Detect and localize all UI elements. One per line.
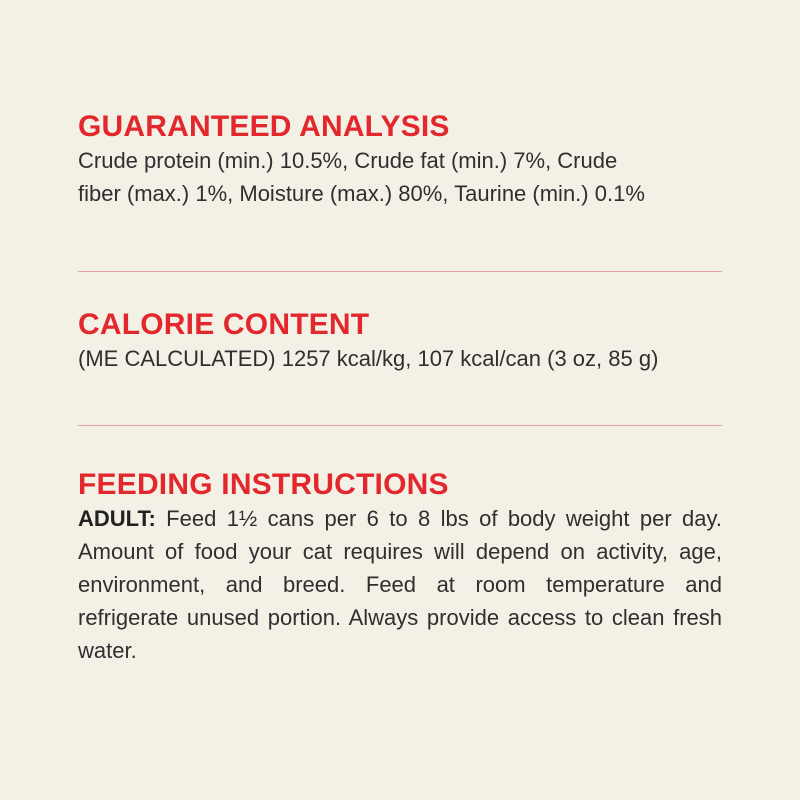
- calorie-content-text: (ME CALCULATED) 1257 kcal/kg, 107 kcal/can (3 oz, 85 g): [78, 346, 659, 371]
- feeding-instructions-body: Feed 1½ cans per 6 to 8 lbs of body weight per day. Amount of food your cat requires will depend on activity, age, environment, and breed. Feed at room temperature and refrigerate unused portion. Always provide access to clean fresh water.: [78, 506, 722, 663]
- feeding-instructions-section: [78, 468, 722, 667]
- calorie-content-heading: CALORIE CONTENT: [78, 308, 370, 341]
- calorie-content-section: [78, 308, 722, 375]
- guaranteed-analysis-line-1: Crude protein (min.) 10.5%, Crude fat (min.) 7%, Crude: [78, 148, 618, 173]
- adult-label: ADULT:: [78, 506, 156, 531]
- feeding-instructions-heading: FEEDING INSTRUCTIONS: [78, 468, 449, 501]
- feeding-instructions-text: [78, 502, 722, 667]
- section-divider-2: [78, 425, 722, 426]
- guaranteed-analysis-text: [78, 144, 722, 210]
- guaranteed-analysis-line-2: fiber (max.) 1%, Moisture (max.) 80%, Taurine (min.) 0.1%: [78, 181, 645, 206]
- section-divider-1: [78, 271, 722, 272]
- guaranteed-analysis-heading: GUARANTEED ANALYSIS: [78, 110, 450, 143]
- guaranteed-analysis-section: [78, 110, 722, 210]
